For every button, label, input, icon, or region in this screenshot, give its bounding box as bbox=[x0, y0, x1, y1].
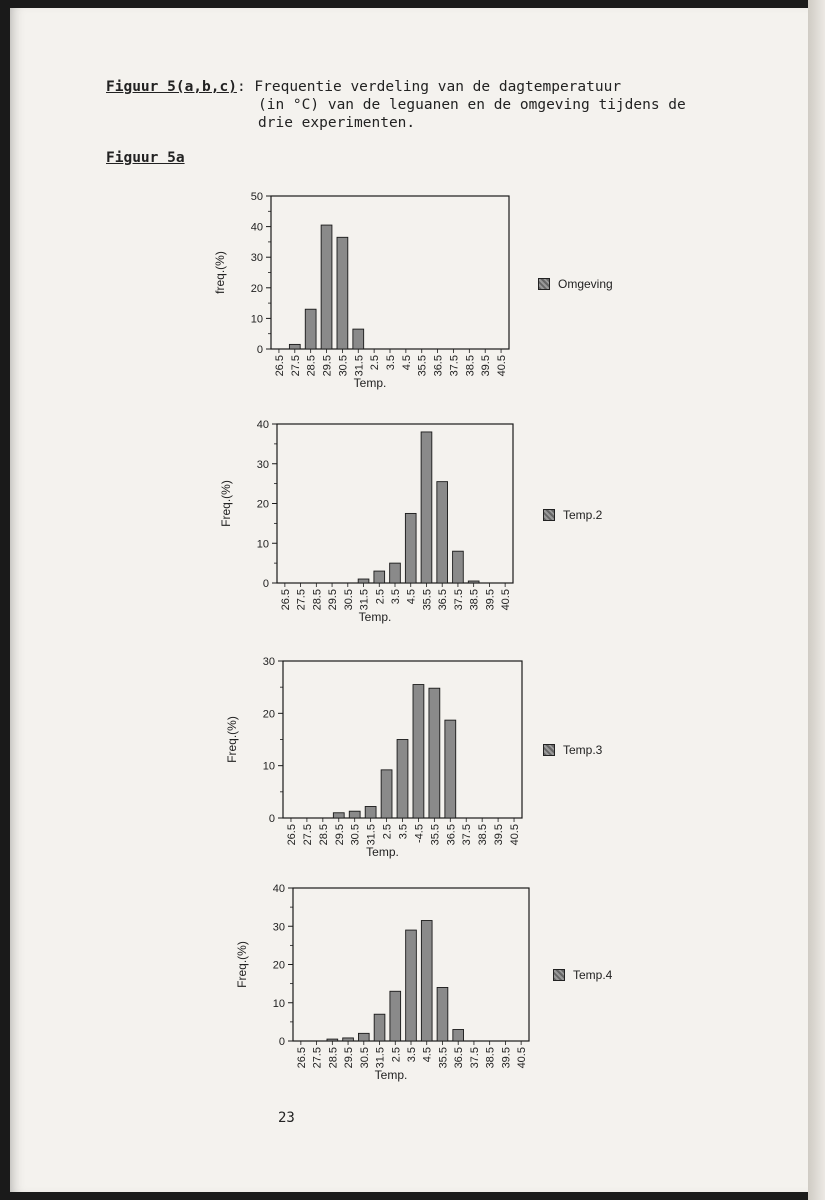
y-tick-label: 0 bbox=[268, 813, 275, 825]
y-tick-label: 30 bbox=[262, 656, 275, 668]
y-axis-label: freq.(%) bbox=[213, 251, 227, 294]
bar bbox=[413, 685, 424, 818]
x-tick-label: 28.5 bbox=[305, 355, 318, 377]
y-axis-label: Freq.(%) bbox=[219, 480, 233, 527]
bar bbox=[437, 987, 448, 1041]
x-tick-label: 2.5 bbox=[390, 1047, 403, 1063]
x-tick-label: 35.5 bbox=[429, 824, 442, 846]
y-tick-label: 10 bbox=[250, 313, 263, 326]
bar bbox=[349, 811, 360, 818]
x-tick-label: 26.5 bbox=[285, 824, 298, 846]
bar bbox=[429, 688, 440, 818]
x-tick-label: 35.5 bbox=[416, 355, 429, 377]
bar bbox=[343, 1038, 354, 1041]
x-axis-label: Temp. bbox=[358, 610, 392, 624]
x-tick-label: 28.5 bbox=[327, 1047, 340, 1069]
bar bbox=[406, 930, 417, 1041]
x-tick-label: 36.5 bbox=[437, 589, 450, 611]
x-tick-label: 31.5 bbox=[353, 355, 366, 377]
x-tick-label: 40.5 bbox=[509, 824, 522, 846]
x-tick-label: 2.5 bbox=[369, 355, 382, 371]
x-tick-label: 35.5 bbox=[437, 1047, 450, 1069]
x-tick-label: 30.5 bbox=[342, 589, 355, 611]
x-tick-label: 28.5 bbox=[311, 589, 324, 611]
x-axis-label: Temp. bbox=[374, 1068, 408, 1082]
y-tick-label: 0 bbox=[262, 578, 269, 590]
y-tick-label: 30 bbox=[272, 921, 285, 934]
x-tick-label: 38.5 bbox=[484, 1047, 497, 1069]
x-tick-label: 36.5 bbox=[453, 1047, 466, 1069]
x-tick-label: 27.5 bbox=[289, 355, 302, 377]
bar bbox=[358, 1033, 369, 1041]
chart-2 bbox=[219, 419, 513, 624]
x-tick-label: 2.5 bbox=[374, 589, 387, 605]
bar bbox=[358, 579, 369, 583]
bar bbox=[453, 1030, 464, 1041]
x-tick-label: 3.5 bbox=[390, 589, 402, 605]
legend-swatch bbox=[538, 278, 550, 290]
legend-label: Temp.4 bbox=[573, 968, 613, 982]
y-tick-label: 10 bbox=[262, 760, 275, 773]
x-tick-label: 37.5 bbox=[452, 589, 465, 611]
y-axis-label: Freq.(%) bbox=[225, 716, 239, 763]
y-axis-label: Freq.(%) bbox=[235, 941, 249, 988]
y-tick-label: 10 bbox=[272, 997, 285, 1010]
bar bbox=[353, 329, 364, 349]
bar bbox=[321, 225, 332, 349]
bar bbox=[421, 432, 432, 583]
x-tick-label: 27.5 bbox=[311, 1047, 324, 1069]
x-tick-label: 40.5 bbox=[500, 589, 513, 611]
bar bbox=[365, 806, 376, 818]
x-tick-label: 29.5 bbox=[327, 589, 340, 611]
y-tick-label: 30 bbox=[250, 252, 263, 265]
x-tick-label: 36.5 bbox=[432, 355, 445, 377]
bar bbox=[390, 563, 401, 583]
x-tick-label: 4.5 bbox=[405, 589, 418, 605]
chart-1 bbox=[213, 191, 509, 390]
x-tick-label: 40.5 bbox=[496, 354, 509, 377]
x-tick-label: 39.5 bbox=[493, 824, 506, 846]
x-tick-label: 31.5 bbox=[374, 1047, 387, 1069]
x-tick-label: 3.5 bbox=[385, 355, 397, 371]
legend-swatch bbox=[553, 969, 565, 981]
x-axis-label: Temp. bbox=[353, 376, 387, 390]
legend-label: Temp.3 bbox=[563, 743, 603, 757]
y-tick-label: 20 bbox=[272, 959, 285, 972]
legend-label: Omgeving bbox=[558, 277, 613, 291]
x-tick-label: 38.5 bbox=[477, 824, 490, 846]
bar bbox=[468, 581, 479, 583]
x-tick-label: 36.5 bbox=[445, 824, 458, 846]
caption-line-1-text: : Frequentie verdeling van de dagtemperatuur bbox=[236, 79, 622, 95]
x-tick-label: 35.5 bbox=[421, 589, 434, 611]
y-tick-label: 50 bbox=[250, 191, 263, 203]
x-tick-label: 30.5 bbox=[349, 824, 362, 846]
chart-3 bbox=[225, 656, 522, 859]
bar bbox=[333, 813, 344, 818]
x-tick-label: 31.5 bbox=[365, 824, 378, 846]
y-tick-label: 0 bbox=[278, 1036, 285, 1048]
bar bbox=[405, 513, 416, 583]
legend-omgeving bbox=[538, 277, 613, 291]
bar bbox=[421, 921, 432, 1041]
y-tick-label: 20 bbox=[262, 708, 275, 721]
x-tick-label: 3.5 bbox=[406, 1047, 418, 1063]
bar bbox=[381, 770, 392, 818]
x-tick-label: 26.5 bbox=[273, 355, 286, 377]
y-tick-label: 30 bbox=[256, 458, 269, 471]
legend-swatch bbox=[543, 509, 555, 521]
x-tick-label: 39.5 bbox=[480, 355, 493, 377]
x-tick-label: 31.5 bbox=[358, 589, 371, 611]
x-tick-label: 26.5 bbox=[279, 589, 292, 611]
y-tick-label: 40 bbox=[272, 883, 285, 895]
x-tick-label: 40.5 bbox=[516, 1047, 529, 1069]
x-tick-label: 4.5 bbox=[400, 355, 413, 371]
x-tick-label: 2.5 bbox=[381, 824, 394, 840]
x-tick-label: 3.5 bbox=[397, 824, 410, 840]
x-tick-label: 4.5 bbox=[421, 1047, 434, 1063]
x-tick-label: 37.5 bbox=[468, 1047, 481, 1069]
x-axis-label: Temp. bbox=[366, 845, 399, 859]
bar bbox=[437, 482, 448, 583]
legend-temp4 bbox=[553, 968, 612, 982]
bar bbox=[445, 720, 456, 818]
bar bbox=[453, 551, 464, 583]
legend-label: Temp.2 bbox=[563, 508, 603, 522]
caption-line-3: drie experimenten. bbox=[258, 115, 416, 131]
legend-temp2 bbox=[543, 508, 602, 522]
figure-subheading: Figuur 5a bbox=[106, 150, 185, 166]
x-tick-label: 29.5 bbox=[333, 824, 346, 846]
bar bbox=[374, 1014, 385, 1041]
caption-lead: Figuur 5(a,b,c) bbox=[106, 79, 237, 95]
x-tick-label: 27.5 bbox=[295, 589, 308, 611]
x-tick-label: 39.5 bbox=[500, 1047, 513, 1069]
x-tick-label: 29.5 bbox=[321, 355, 334, 377]
x-tick-label: 30.5 bbox=[358, 1047, 371, 1069]
page-number: 23 bbox=[278, 1110, 295, 1126]
x-tick-label: 37.5 bbox=[461, 824, 474, 846]
chart-4 bbox=[235, 883, 529, 1082]
x-tick-label: 27.5 bbox=[301, 824, 314, 846]
bar bbox=[305, 309, 316, 349]
bar bbox=[390, 991, 401, 1041]
plot-frame bbox=[277, 424, 513, 583]
x-tick-label: 38.5 bbox=[468, 589, 481, 611]
x-tick-label: 39.5 bbox=[484, 589, 497, 611]
x-tick-label: 38.5 bbox=[464, 355, 477, 377]
bar bbox=[327, 1039, 338, 1041]
bar bbox=[374, 571, 385, 583]
y-tick-label: 40 bbox=[256, 419, 269, 431]
y-tick-label: 20 bbox=[250, 282, 263, 295]
x-tick-label: 26.5 bbox=[295, 1047, 308, 1069]
x-tick-label: 28.5 bbox=[317, 824, 330, 846]
y-tick-label: 0 bbox=[256, 344, 263, 356]
x-tick-label: 30.5 bbox=[337, 355, 350, 377]
bar bbox=[289, 344, 300, 349]
x-tick-label: 29.5 bbox=[343, 1047, 356, 1069]
bar bbox=[397, 740, 408, 819]
y-tick-label: 40 bbox=[250, 221, 263, 234]
caption-line-2: (in °C) van de leguanen en de omgeving tijdens de bbox=[258, 97, 686, 113]
legend-swatch bbox=[543, 744, 555, 756]
bar bbox=[337, 237, 348, 349]
x-tick-label: -4.5 bbox=[413, 824, 426, 843]
legend-temp3 bbox=[543, 743, 602, 757]
x-tick-label: 37.5 bbox=[448, 355, 461, 377]
y-tick-label: 10 bbox=[256, 538, 269, 551]
y-tick-label: 20 bbox=[256, 498, 269, 511]
